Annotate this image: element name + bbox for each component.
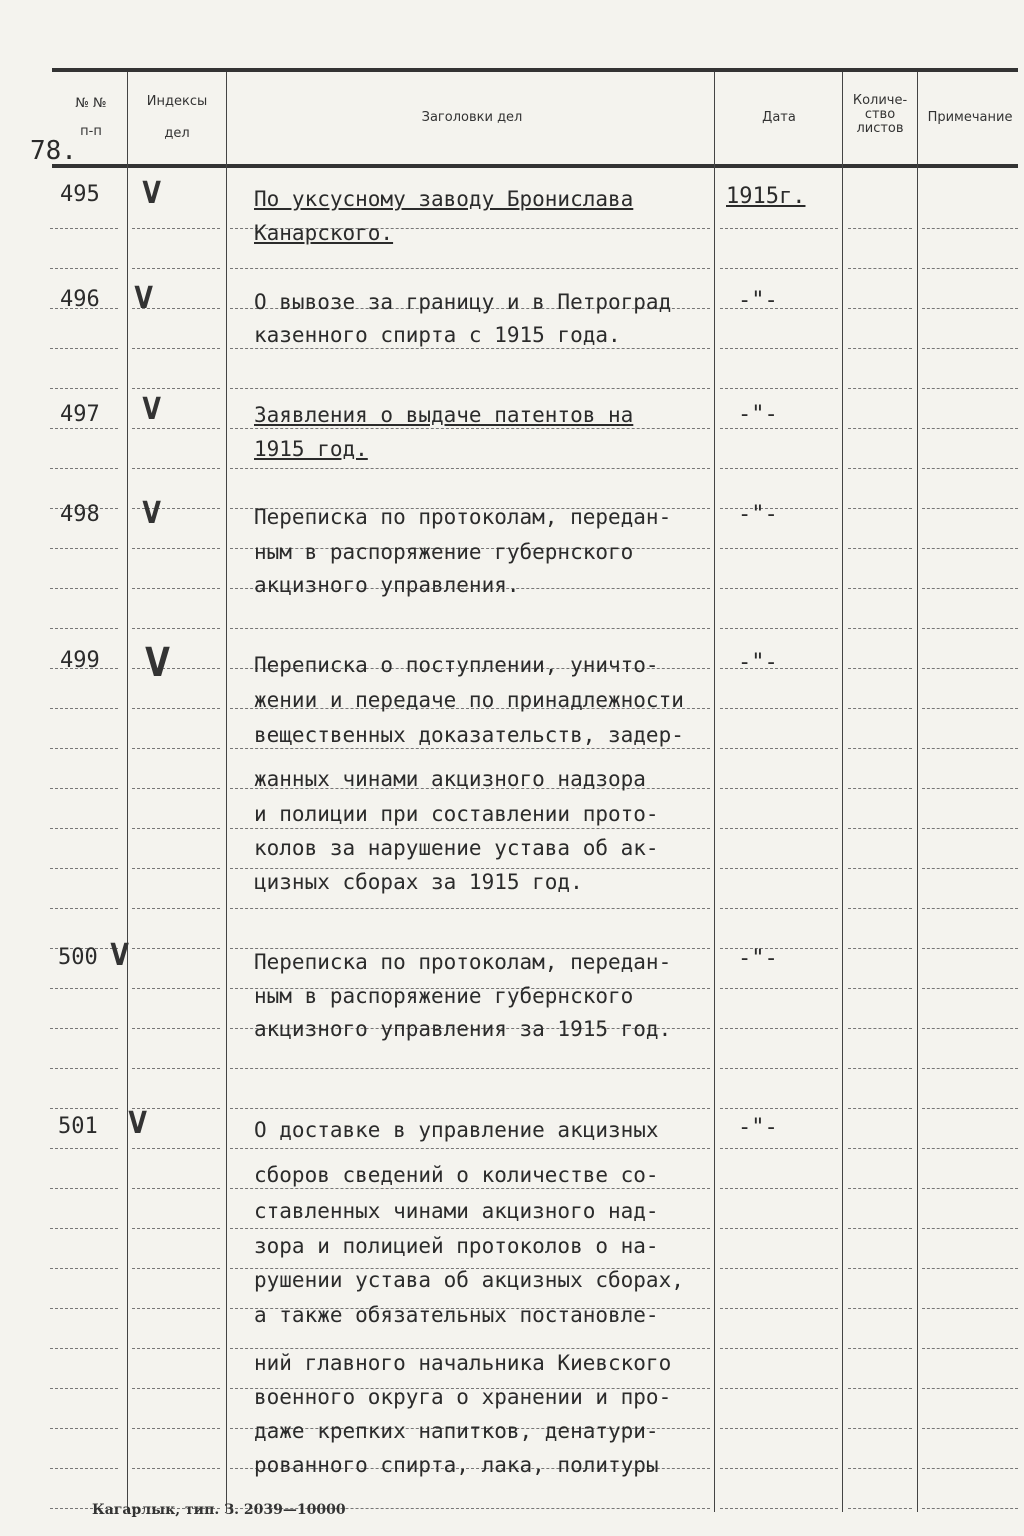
ledger-rule [922,1308,1018,1309]
ledger-rule [922,268,1018,269]
ledger-rule [720,1108,838,1109]
title-line: вещественных доказательств, задер- [254,723,684,747]
header-number [58,96,124,140]
ledger-rule [50,1428,118,1429]
check-mark: V [142,496,161,531]
title-line: Переписка по протоколам, передан- [254,950,672,974]
entry-date: -"- [738,402,778,427]
ledger-rule [922,628,1018,629]
title-line: По уксусному заводу Бронислава [254,187,634,211]
ledger-rule [848,1228,912,1229]
ledger-rule [720,388,838,389]
ledger-rule [132,908,220,909]
entry-date: -"- [738,288,778,313]
title-line: сборов сведений о количестве со- [254,1163,659,1187]
ledger-rule [848,1428,912,1429]
ledger-rule [132,348,220,349]
ledger-rule [922,908,1018,909]
ledger-rule [848,468,912,469]
ledger-rule [720,1508,838,1509]
title-line: военного округа о хранении и про- [254,1385,672,1409]
ledger-rule [132,388,220,389]
title-line: О доставке в управление акцизных [254,1118,659,1142]
ledger-rule [230,1148,710,1149]
ledger-rule [922,1428,1018,1429]
ledger-rule [720,468,838,469]
col-sep-5 [917,72,918,1512]
ledger-rule [848,708,912,709]
ledger-rule [848,748,912,749]
header-note: Примечание [927,110,1013,125]
ledger-rule [132,1388,220,1389]
ledger-rule [720,1348,838,1349]
ledger-rule [230,1068,710,1069]
ledger-rule [230,908,710,909]
ledger-rule [132,988,220,989]
ledger-rule [848,1268,912,1269]
ledger-rule [848,308,912,309]
ledger-rule [848,1148,912,1149]
ledger-rule [720,908,838,909]
ledger-rule [132,588,220,589]
ledger-rule [848,1508,912,1509]
title-line: рушении устава об акцизных сборах, [254,1268,684,1292]
ledger-rule [922,828,1018,829]
ledger-rule [132,1308,220,1309]
check-mark: V [142,176,161,211]
ledger-rule [922,548,1018,549]
ledger-rule [50,1028,118,1029]
ledger-rule [230,1108,710,1109]
title-line: акцизного управления за 1915 год. [254,1017,672,1041]
ledger-rule [922,948,1018,949]
ledger-rule [132,1468,220,1469]
ledger-rule [132,748,220,749]
ledger-rule [720,1028,838,1029]
ledger-rule [132,1228,220,1229]
ledger-rule [50,828,118,829]
header-count-1: Количе- [852,93,908,108]
ledger-rule [132,468,220,469]
ledger-rule [848,868,912,869]
ledger-rule [50,1308,118,1309]
ledger-rule [720,788,838,789]
title-line: колов за нарушение устава об ак- [254,836,659,860]
ledger-rule [50,268,118,269]
title-line: цизных сборах за 1915 год. [254,870,583,894]
title-line: Переписка по протоколам, передан- [254,505,672,529]
title-line: рованного спирта, лака, политуры [254,1453,659,1477]
ledger-rule [922,228,1018,229]
ledger-rule [922,1468,1018,1469]
ledger-rule [848,508,912,509]
entry-number: 496 [60,287,100,312]
ledger-rule [922,988,1018,989]
ledger-rule [50,1348,118,1349]
ledger-rule [922,1388,1018,1389]
ledger-rule [848,548,912,549]
ledger-rule [132,828,220,829]
col-sep-2 [226,72,227,1512]
ledger-rule [132,1028,220,1029]
check-mark: V [110,938,129,973]
ledger-rule [720,1148,838,1149]
ledger-rule [848,428,912,429]
ledger-rule [132,788,220,789]
ledger-rule [922,348,1018,349]
check-mark: V [142,392,161,427]
ledger-rule [922,868,1018,869]
ledger-rule [848,788,912,789]
ledger-rule [132,548,220,549]
entry-date: -"- [738,946,778,971]
ledger-rule [720,628,838,629]
ledger-rule [50,868,118,869]
ledger-rule [922,1108,1018,1109]
ledger-rule [720,708,838,709]
ledger-rule [848,1388,912,1389]
header-count [842,94,918,136]
ledger-rule [720,1268,838,1269]
title-line: Заявления о выдаче патентов на [254,403,634,427]
ledger-rule [50,988,118,989]
header-index [130,94,224,142]
title-line: ным в распоряжение губернского [254,540,634,564]
header-index-bottom: дел [164,126,190,141]
title-line: О вывозе за границу и в Петроград [254,290,672,314]
ledger-rule [922,708,1018,709]
ledger-rule [848,988,912,989]
title-line: акцизного управления. [254,573,520,597]
ledger-rule [922,388,1018,389]
ledger-rule [132,228,220,229]
ledger-rule [720,748,838,749]
col-sep-4 [842,72,843,1512]
entry-number: 499 [60,648,100,673]
entry-date: -"- [738,1115,778,1140]
ledger-rule [720,1188,838,1189]
ledger-rule [132,428,220,429]
ledger-rule [132,268,220,269]
entry-date: -"- [738,650,778,675]
ledger-rule [922,668,1018,669]
header-index-top: Индексы [146,94,208,109]
ledger-rule [922,1188,1018,1189]
ledger-rule [922,1148,1018,1149]
ledger-rule [848,1028,912,1029]
title-line: Переписка о поступлении, уничто- [254,653,659,677]
title-line: ний главного начальника Киевского [254,1351,672,1375]
ledger-rule [132,1188,220,1189]
ledger-rule [720,1428,838,1429]
ledger-rule [922,1068,1018,1069]
ledger-rule [50,1188,118,1189]
ledger-rule [132,1068,220,1069]
ledger-rule [132,628,220,629]
header-date: Дата [762,110,796,125]
ledger-rule [720,268,838,269]
ledger-rule [132,1348,220,1349]
ledger-rule [50,1228,118,1229]
col-sep-1 [127,72,128,1512]
ledger-rule [50,748,118,749]
ledger-rule [848,628,912,629]
col-sep-3 [714,72,715,1512]
ledger-rule [922,1028,1018,1029]
ledger-rule [922,748,1018,749]
ledger-rule [720,1468,838,1469]
ledger-rule [50,468,118,469]
ledger-rule [848,668,912,669]
entry-number: 500 [58,945,98,970]
ledger-rule [720,988,838,989]
ledger-rule [922,308,1018,309]
ledger-rule [50,908,118,909]
header-bottom-rule [52,164,1018,168]
ledger-rule [230,388,710,389]
ledger-rule [50,548,118,549]
ledger-rule [848,828,912,829]
ledger-rule [848,1108,912,1109]
ledger-rule [848,908,912,909]
ledger-rule [132,1268,220,1269]
ledger-rule [230,468,710,469]
header-number-bottom: п-п [80,124,102,139]
ledger-rule [50,788,118,789]
ledger-rule [720,1068,838,1069]
ledger-rule [922,788,1018,789]
ledger-rule [720,1388,838,1389]
ledger-rule [848,228,912,229]
check-mark: V [128,1106,147,1141]
ledger-rule [922,428,1018,429]
header-count-2: ство [864,107,896,122]
title-line: Канарского. [254,221,394,245]
title-line: и полиции при составлении прото- [254,802,659,826]
ledger-rule [922,1228,1018,1229]
ledger-rule [50,588,118,589]
ledger-rule [848,268,912,269]
ledger-rule [922,1268,1018,1269]
ledger-rule [132,1428,220,1429]
ledger-rule [50,348,118,349]
page-number: 78. [30,136,77,166]
ledger-rule [720,588,838,589]
entry-number: 498 [60,502,100,527]
ledger-rule [922,1508,1018,1509]
entry-date: 1915г. [726,184,806,209]
ledger-rule [50,1468,118,1469]
ledger-rule [50,708,118,709]
title-line: жанных чинами акцизного надзора [254,767,646,791]
top-rule [52,68,1018,72]
ledger-rule [720,828,838,829]
ledger-rule [132,948,220,949]
ledger-rule [720,1228,838,1229]
ledger-rule [848,588,912,589]
ledger-rule [50,428,118,429]
title-line: зора и полицией протоколов о на- [254,1234,659,1258]
ledger-rule [848,348,912,349]
title-line: ным в распоряжение губернского [254,984,634,1008]
ledger-rule [132,868,220,869]
ledger-rule [50,388,118,389]
ledger-rule [720,428,838,429]
title-line: жении и передаче по принадлежности [254,688,684,712]
ledger-rule [132,1148,220,1149]
ledger-rule [50,228,118,229]
ledger-rule [922,508,1018,509]
entry-date: -"- [738,502,778,527]
ledger-rule [848,388,912,389]
ledger-rule [50,1268,118,1269]
ledger-rule [922,588,1018,589]
ledger-rule [50,1388,118,1389]
ledger-rule [922,1348,1018,1349]
header-number-top: № № [75,96,107,111]
title-line: даже крепких напитков, денатури- [254,1419,659,1443]
title-line: ставленных чинами акцизного над- [254,1199,659,1223]
ledger-rule [720,868,838,869]
title-line: а также обязательных постановле- [254,1303,659,1327]
ledger-rule [848,1188,912,1189]
header-count-3: листов [856,121,904,136]
ledger-rule [848,1348,912,1349]
ledger-rule [132,708,220,709]
ledger-rule [848,1468,912,1469]
ledger-rule [720,548,838,549]
ledger-rule [50,1068,118,1069]
ledger-rule [922,468,1018,469]
header-title: Заголовки дел [421,110,523,125]
ledger-rule [50,1108,118,1109]
ledger-rule [720,348,838,349]
ledger-rule [230,268,710,269]
ledger-rule [50,1148,118,1149]
entry-number: 497 [60,402,100,427]
ledger-rule [848,948,912,949]
check-mark: V [134,281,153,316]
entry-number: 501 [58,1114,98,1139]
ledger-rule [720,228,838,229]
printer-imprint: Кагарлык, тип. З. 2039—10000 [92,1502,346,1518]
entry-number: 495 [60,182,100,207]
title-line: казенного спирта с 1915 года. [254,323,621,347]
title-line: 1915 год. [254,437,368,461]
ledger-rule [230,628,710,629]
check-mark: V [145,640,170,686]
ledger-rule [50,628,118,629]
ledger-rule [720,1308,838,1309]
ledger-rule [848,1068,912,1069]
ledger-rule [848,1308,912,1309]
